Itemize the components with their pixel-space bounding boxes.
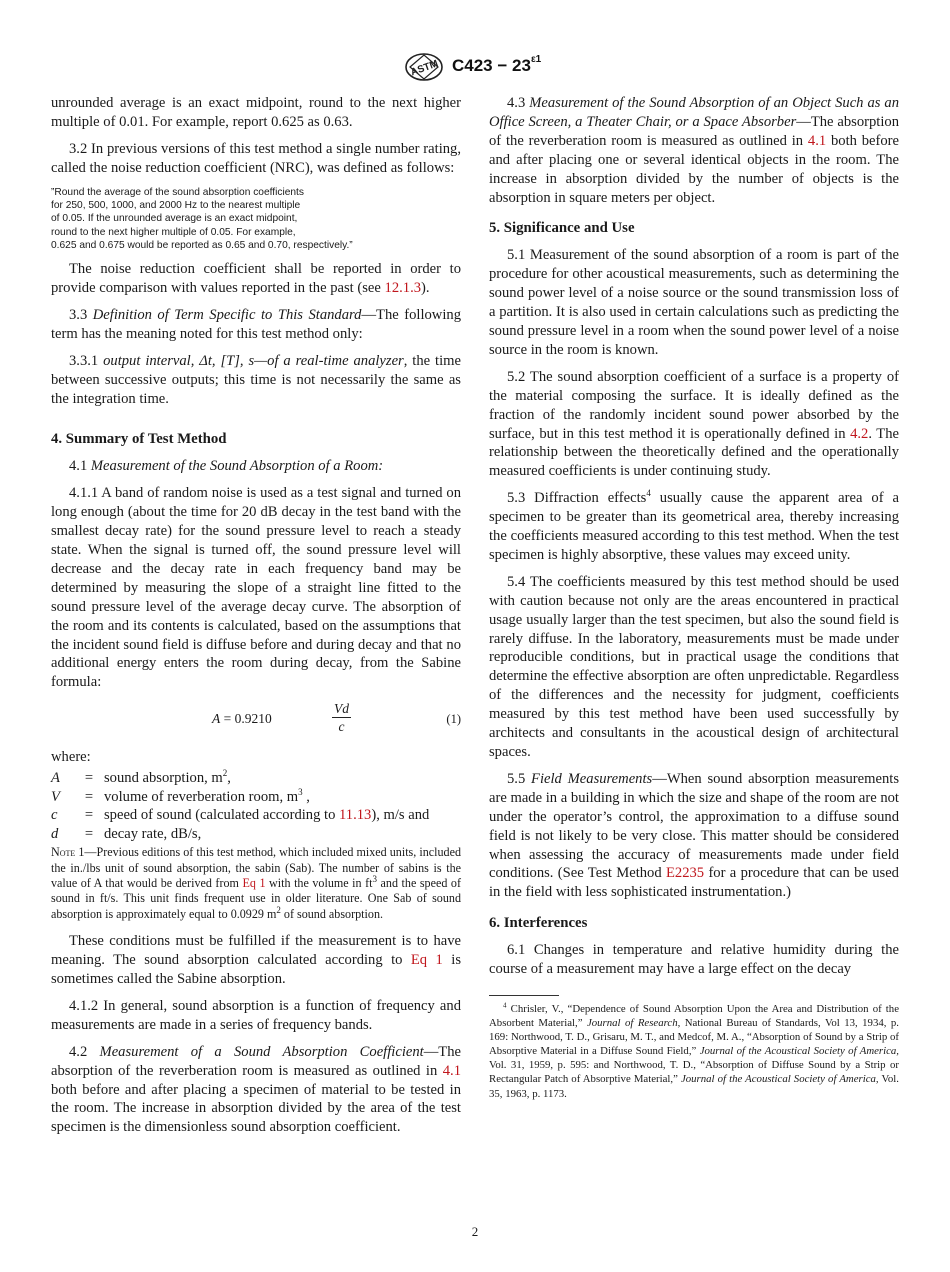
equation-lhs: A = 0.9210: [212, 711, 272, 727]
link-4-1[interactable]: 4.1: [442, 1062, 461, 1079]
footnote-ref-4[interactable]: 4: [646, 488, 651, 499]
equation-denominator: c: [338, 719, 345, 735]
left-column: [51, 94, 461, 1145]
definition-row: V = volume of reverberation room, $m^3$ ,: [51, 786, 310, 805]
paragraph-5-2: 5.2 The sound absorption coefficient of a surface is a property of the material composing the surface. It is ideally defined as the fraction of the randomly incident sound power absorbed by the surface, but in this test method it is operationally defined in 4.2. The relationship between the theoretically defined and the operationally measured coefficients is under continuing study.: [489, 368, 900, 480]
paragraph-6-1: 6.1 Changes in temperature and relative humidity during the course of a measurement may have a large effect on the decay: [489, 942, 899, 978]
note-1: Note 1—Previous editions of this test method, which included mixed units, included the in./lbs unit of sound absorption, the sabin (Sab). The number of sabins is the value of A that would be derived from Eq 1 with the volume in $ft^3$ and the speed of sound in ft/s. This unit finds frequent use in older literature. One Sab of sound absorption is approximately equal to 0.0929 $m^2$ of sound absorption.: [51, 845, 461, 921]
section-6-heading: 6. Interferences: [489, 915, 588, 932]
paragraph-4-1: 4.1 Measurement of the Sound Absorption of a Room:: [69, 458, 384, 475]
section-5-heading: 5. Significance and Use: [489, 220, 635, 237]
paragraph-continuation: unrounded average is an exact midpoint, round to the next higher multiple of 0.01. For example, report 0.625 as 0.63.: [51, 95, 461, 130]
paragraph-4-2: 4.2 Measurement of a Sound Absorption Coefficient—The absorption of the reverberation room is measured as outlined in 4.1 both before and after placing a specimen of material to be tested in the room. The increase in absorption divided by the area of the test specimen is the dimensionless sound absorption coefficient.: [51, 1043, 461, 1136]
quote-line: ”Round the average of the sound absorption coefficients: [51, 186, 304, 198]
quote-line: for 250, 500, 1000, and 2000 Hz to the nearest multiple: [51, 199, 301, 211]
link-eq-1[interactable]: Eq 1: [242, 875, 266, 890]
where-label: where:: [51, 749, 91, 766]
standard-designation: $C423 - 23^{\varepsilon 1}$: [452, 54, 542, 75]
paragraph-4-3: 4.3 Measurement of the Sound Absorption of an Object Such as an Office Screen, a Theater Chair, or a Space Absorber—The absorption of the reverberation room is measured as outlined in 4.1 both before and after placing one or several identical objects in the room. The increase in absorption divided by the number of objects is the absorption in square meters per object.: [489, 95, 899, 206]
quote-line: 0.625 and 0.675 would be reported as 0.65 and 0.70, respectively.”: [51, 239, 353, 251]
link-12-1-3[interactable]: 12.1.3: [384, 280, 422, 297]
paragraph-4-1-1: 4.1.1 A band of random noise is used as a test signal and turned on long enough (about the time for 20 dB decay in the test band with the smallest decay rate) for the sound pressure level to reach a steady state. When the signal is turned off, the sound pressure level will decrease and the decay rate in each frequency band may be determined by measuring the slope of a straight line fitted to the sound pressure level of the average decay curve. The absorption of the room and its contents is calculated, based on the assumptions that the incident sound field is diffuse before and during decay and that no additional energy enters the room during decay, from the Sabine formula:: [51, 485, 461, 691]
astm-logo-icon: [404, 52, 444, 82]
quote-line: of 0.05. If the unrounded average is an exact midpoint,: [51, 213, 298, 225]
equation-numerator: Vd: [334, 701, 349, 717]
definition-row: A = sound absorption, $m^2$,: [51, 768, 231, 787]
paragraph-3-3: 3.3 Definition of Term Specific to This Standard—The following term has the meaning noted for this test method only:: [51, 306, 461, 342]
equation-number: (1): [446, 712, 461, 727]
page-header: [0, 50, 950, 86]
link-4-1[interactable]: 4.1: [807, 132, 827, 149]
footnote-divider: [489, 995, 559, 996]
svg-text:ASTM: ASTM: [409, 58, 440, 79]
paragraph-3-2: 3.2 In previous versions of this test method a single number rating, called the noise reduction coefficient (NRC), was defined as follows:: [51, 140, 461, 176]
paragraph-5-3: 5.3 Diffraction effects$^4$ usually cause the apparent area of a specimen to be greater than its geometrical area, thereby increasing the coefficients measured according to this test method. When the test specimen is highly absorptive, these values may exceed unity.: [489, 488, 899, 563]
paragraph-conditions: These conditions must be fulfilled if the measurement is to have meaning. The sound absorption calculated according to Eq 1 is sometimes called the Sabine absorption.: [51, 933, 461, 987]
paragraph-5-4: 5.4 The coefficients measured by this test method should be used with caution because not only are the areas encountered in practical usage usually larger than the test specimen, but also the sound field is rarely diffuse. In the laboratory, measurements must be made under reproducible conditions, but in practical usage the conditions that determine the effective absorption are often unpredictable. Regardless of the differences and the necessity for judgment, coefficients measured by this test method have been used successfully by architects and consultants in the acoustical design of architectural spaces.: [489, 573, 899, 760]
equation-fraction: [332, 700, 351, 735]
symbol-definitions: [51, 769, 461, 843]
definition-row: d = decay rate, dB/s,: [51, 825, 202, 842]
paragraph-5-5: 5.5 Field Measurements—When sound absorption measurements are made in a building in which the size and shape of the room are not under the operator’s control, the approximation to a diffuse sound field is not likely to be very close. This matter should be considered when assessing the accuracy of measurements made under field conditions. (See Test Method E2235 for a procedure that can be used in the field with less sophisticated instrumentation.): [489, 770, 900, 901]
right-column: [489, 94, 899, 1101]
section-4-heading: 4. Summary of Test Method: [51, 431, 227, 448]
definition-row: c = speed of sound (calculated according to 11.13), m/s and: [51, 807, 430, 824]
sabine-equation: [51, 700, 461, 740]
footnote-4: $^4$ Chrisler, V., “Dependence of Sound Absorption Upon the Area and Distribution of the Absorbent Material,” Journal of Research, National Bureau of Standards, Vol 13, 1934, p. 169: Northwood, T. D., Grisaru, M. T., and Medcof, M. A., “Absorption of Sound by a Strip of Absorptive Material in a Diffuse Sound Field,” Journal of the Acoustical Society of America, Vol. 31, 1959, p. 595: and Northwood, T. D., “Absorption of Diffuse Sound by a Strip or Rectangular Patch of Absorptive Material,” Journal of the Acoustical Society of America, Vol. 35, 1963, p. 1173.: [489, 1001, 900, 1100]
link-eq-1[interactable]: Eq 1: [410, 952, 443, 969]
paragraph-4-1-2: 4.1.2 In general, sound absorption is a function of frequency and measurements are made in a series of frequency bands.: [51, 997, 461, 1033]
page-number: 2: [471, 1224, 479, 1239]
paragraph-3-3-1: 3.3.1 output interval, Δt, [T], s—of a real-time analyzer, the time between successive outputs; this time is not necessarily the same as the integration time.: [51, 352, 461, 407]
nrc-quote: [51, 186, 461, 252]
quote-line: round to the next higher multiple of 0.05. For example,: [51, 226, 296, 238]
paragraph-5-1: 5.1 Measurement of the sound absorption of a room is part of the procedure for other acoustical measurements, such as determining the sound power level of a noise source or the sound transmission loss of a partition. It is also used in certain calculations such as predicting the sound pressure level in a room when the sound power level of a noise source in the room is known.: [489, 247, 899, 358]
paragraph-nrc: The noise reduction coefficient shall be reported in order to provide comparison with values reported in the past (see 12.1.3).: [51, 261, 461, 297]
link-11-13[interactable]: 11.13: [339, 807, 372, 824]
link-4-2[interactable]: 4.2: [850, 425, 869, 442]
link-e2235[interactable]: E2235: [666, 865, 705, 882]
